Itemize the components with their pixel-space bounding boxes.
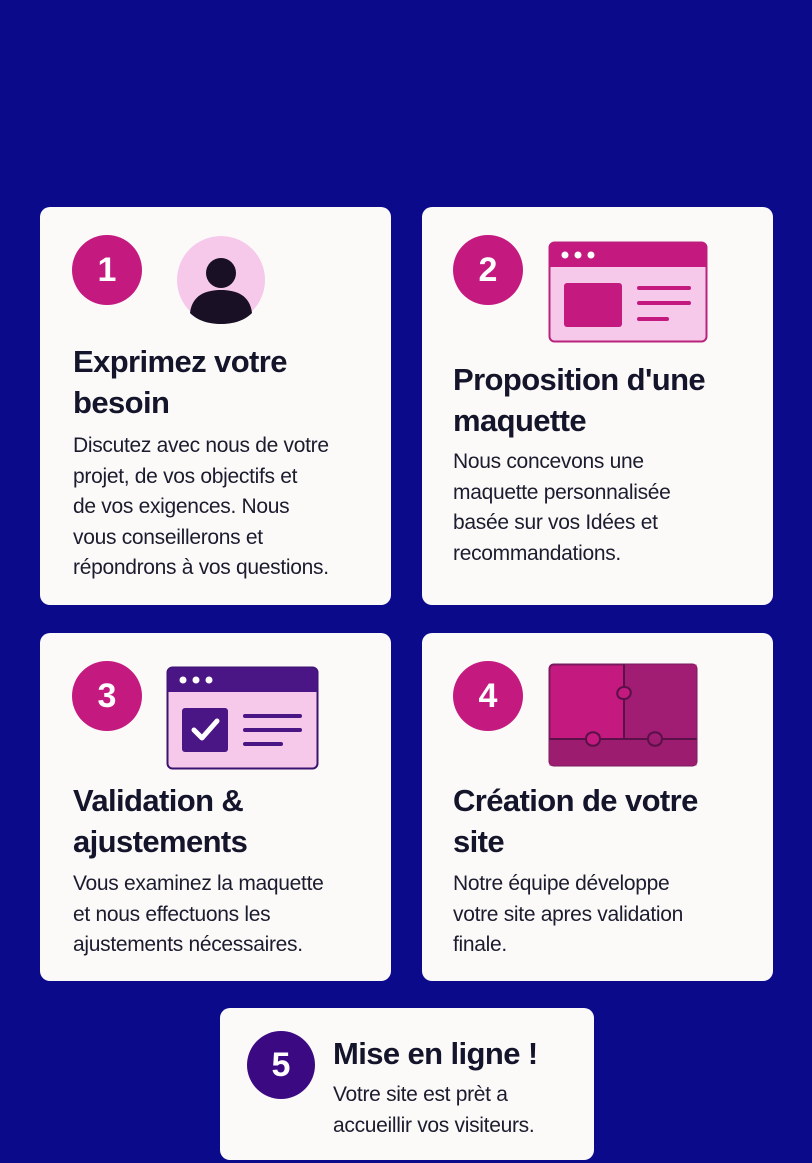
step-title-line: Proposition d'une (453, 362, 706, 397)
step-card-5 (220, 1008, 594, 1160)
description-line: ajustements nécessaires. (73, 933, 303, 956)
description-line: Votre site est prèt a (333, 1083, 508, 1106)
browser-checkbox-icon (166, 666, 319, 770)
step-card-2 (422, 207, 773, 605)
description-line: Nous concevons une (453, 450, 644, 473)
step-description (73, 869, 324, 961)
description-line: votre site apres validation (453, 902, 684, 926)
step-description (333, 1080, 534, 1141)
description-line: Discutez avec nous de votre (73, 434, 329, 457)
step-title-line: Mise en ligne ! (333, 1036, 538, 1071)
step-title-line: Création de votre (453, 783, 698, 818)
step-card-4 (422, 633, 773, 981)
browser-mockup-icon (548, 241, 708, 343)
description-line: de vos exigences. Nous (73, 495, 290, 518)
step-number-badge: 1 (72, 235, 142, 305)
description-line: Notre équipe développe (453, 872, 670, 895)
description-line: Vous examinez la maquette (73, 872, 324, 895)
step-number-badge: 3 (72, 661, 142, 731)
description-line: maquette personnalisée (453, 480, 671, 504)
step-number-badge: 5 (247, 1031, 315, 1099)
step-card-1 (40, 207, 391, 605)
step-card-3 (40, 633, 391, 981)
step-title-line: site (453, 824, 505, 859)
step-title-line: maquette (453, 403, 587, 438)
step-number-badge: 2 (453, 235, 523, 305)
description-line: basée sur vos Idées et (453, 511, 658, 534)
step-description (453, 447, 671, 569)
description-line: accueillir vos visiteurs. (333, 1113, 535, 1137)
description-line: vous conseillerons et (73, 525, 263, 549)
user-avatar-icon (176, 235, 266, 325)
step-description (73, 431, 329, 584)
description-line: finale. (453, 933, 507, 956)
description-line: répondrons à vos questions. (73, 556, 329, 579)
step-description (453, 869, 683, 961)
description-line: recommandations. (453, 541, 621, 565)
step-title (453, 780, 698, 862)
step-title (73, 780, 247, 862)
step-title-line: Exprimez votre (73, 344, 287, 379)
step-title (73, 341, 287, 423)
step-title (453, 359, 705, 441)
description-line: projet, de vos objectifs et (73, 464, 298, 488)
step-title-line: besoin (73, 385, 170, 420)
step-title (333, 1033, 538, 1074)
step-title-line: ajustements (73, 824, 248, 859)
description-line: et nous effectuons les (73, 902, 271, 926)
step-number-badge: 4 (453, 661, 523, 731)
step-title-line: Validation & (73, 783, 244, 818)
puzzle-icon (548, 663, 698, 767)
